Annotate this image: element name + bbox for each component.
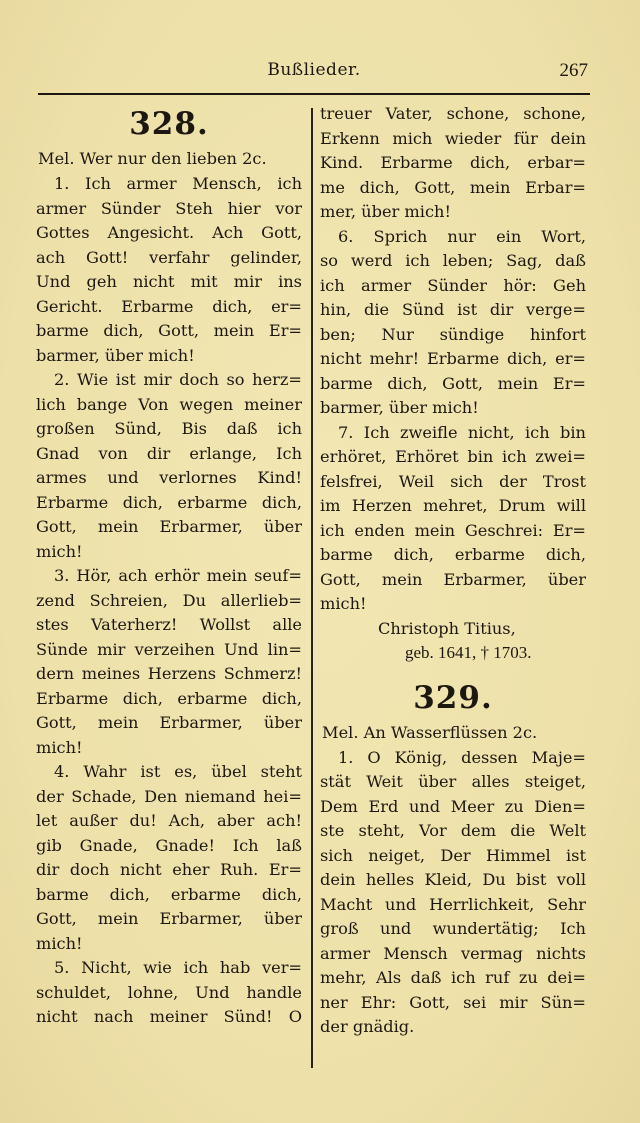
hymn-number: 328. [129,106,209,142]
verse-line: 4. Wahr ist es, übel steht [54,762,302,781]
verse-line: barme dich, erbarme dich, [320,545,586,564]
verse-line: barmer, über mich! [320,398,479,417]
verse-line: 1. O König, dessen Maje= [338,747,586,767]
verse [36,956,302,1030]
verse [36,172,302,368]
page-header [38,58,590,88]
verse-line: dir doch nicht eher Ruh. Er= [36,860,302,879]
verse-line: treuer Vater, schone, schone, [320,104,586,123]
verse-line: Und geh nicht mit mir ins [36,272,302,291]
verse-line: armer Mensch vermag nichts [320,943,586,963]
verse-line: Gott, mein Erbarmer, über [36,713,302,732]
author-dates: geb. 1641, † 1703. [405,643,532,662]
verse-line: so werd ich leben; Sag, daß [320,251,586,270]
verse-line: mich! [36,541,83,561]
verse-line: nicht mehr! Erbarme dich, er= [320,349,586,368]
verse-line: Gnad von dir erlange, Ich [36,443,302,463]
verse-line: dern meines Herzens Schmerz! [36,664,302,683]
verse-line: 5. Nicht, wie ich hab ver= [54,958,302,977]
verse-line: mich! [320,594,367,613]
verse-line: mich! [36,737,83,757]
verse-line: 3. Hör, ach erhör mein seuf= [54,566,302,585]
verse-line: 7. Ich zweifle nicht, ich bin [338,422,586,442]
verse-line: ner Ehr: Gott, sei mir Sün= [320,992,586,1012]
verse-line: barme dich, erbarme dich, [36,884,302,904]
left-column [36,102,302,1030]
verse-line: armes und verlornes Kind! [36,468,302,487]
verse-line: Kind. Erbarme dich, erbar= [320,153,586,172]
hymn-melody: Mel. An Wasserflüssen 2c. [322,722,538,742]
verse-line: Erbarme dich, erbarme dich, [36,492,302,512]
verse-line: Gericht. Erbarme dich, er= [36,296,302,316]
verse-line: im Herzen mehret, Drum will [320,496,586,515]
verse-line: lich bange Von wegen meiner [36,394,302,414]
verse-line: stät Weit über alles steiget, [320,772,586,791]
verse [320,225,586,421]
right-column [320,102,586,1040]
verse-line: ich armer Sünder hör: Geh [320,275,586,295]
author-name: Christoph Titius, [378,618,516,638]
running-title: Bußlieder. [267,60,361,80]
verse-line: hin, die Sünd ist dir verge= [320,300,586,319]
verse-line: ben; Nur sündige hinfort [320,324,586,344]
verse-continued [320,102,586,225]
verse-line: zend Schreien, Du allerlieb= [36,590,302,610]
verse-line: ach Gott! verfahr gelinder, [36,247,302,267]
verse-line: Sünde mir verzeihen Und lin= [36,639,302,659]
verse [36,564,302,760]
spacer [320,666,586,676]
verse-line: großen Sünd, Bis daß ich [36,419,302,438]
verse-line: ich enden mein Geschrei: Er= [320,520,586,540]
verse-line: barme dich, Gott, mein Er= [36,321,302,340]
verse-line: erhöret, Erhöret bin ich zwei= [320,447,586,466]
verse-line: Gott, mein Erbarmer, über [36,517,302,536]
verse-line: stes Vaterherz! Wollst alle [36,615,302,634]
verse-line: Erkenn mich wieder für dein [320,128,586,148]
verse [320,746,586,1040]
verse [36,368,302,564]
verse-line: ste steht, Vor dem die Welt [320,821,586,840]
verse-line: dein helles Kleid, Du bist voll [320,870,586,889]
column-divider [311,108,313,1068]
header-rule [38,93,590,95]
verse-line: armer Sünder Steh hier vor [36,198,302,218]
verse-line: Macht und Herrlichkeit, Sehr [320,894,586,914]
hymn-melody: Mel. Wer nur den lieben 2c. [38,149,267,168]
verse-line: schuldet, lohne, Und handle [36,982,302,1002]
hymn-number: 329. [413,679,493,716]
verse-line: barme dich, Gott, mein Er= [320,373,586,393]
verse-line: sich neiget, Der Himmel ist [320,845,586,865]
verse-line: Dem Erd und Meer zu Dien= [320,796,586,816]
verse-line: 1. Ich armer Mensch, ich [54,174,302,193]
verse-line: Erbarme dich, erbarme dich, [36,688,302,708]
verse-line: let außer du! Ach, aber ach! [36,811,302,830]
verse-line: Gott, mein Erbarmer, über [320,569,586,589]
verse-line: mehr, Als daß ich ruf zu dei= [320,968,586,987]
verse-line: groß und wundertätig; Ich [320,919,586,938]
verse-line: barmer, über mich! [36,345,195,365]
verse-line: Gottes Angesicht. Ach Gott, [36,223,302,242]
verse-line: felsfrei, Weil sich der Trost [320,471,586,491]
verse-line: der gnädig. [320,1017,415,1036]
verse-line: mer, über mich! [320,202,451,221]
verse-line: 6. Sprich nur ein Wort, [338,226,586,246]
page-number: 267 [559,60,588,81]
verse-line: gib Gnade, Gnade! Ich laß [36,835,302,855]
verse-line: der Schade, Den niemand hei= [36,786,302,806]
verse-line: mich! [36,933,83,953]
verse [36,760,302,956]
verse-line: me dich, Gott, mein Erbar= [320,177,586,197]
verse [320,421,586,617]
verse-line: 2. Wie ist mir doch so herz= [54,370,302,389]
verse-line: nicht nach meiner Sünd! O [36,1007,302,1026]
verse-line: Gott, mein Erbarmer, über [36,909,302,928]
